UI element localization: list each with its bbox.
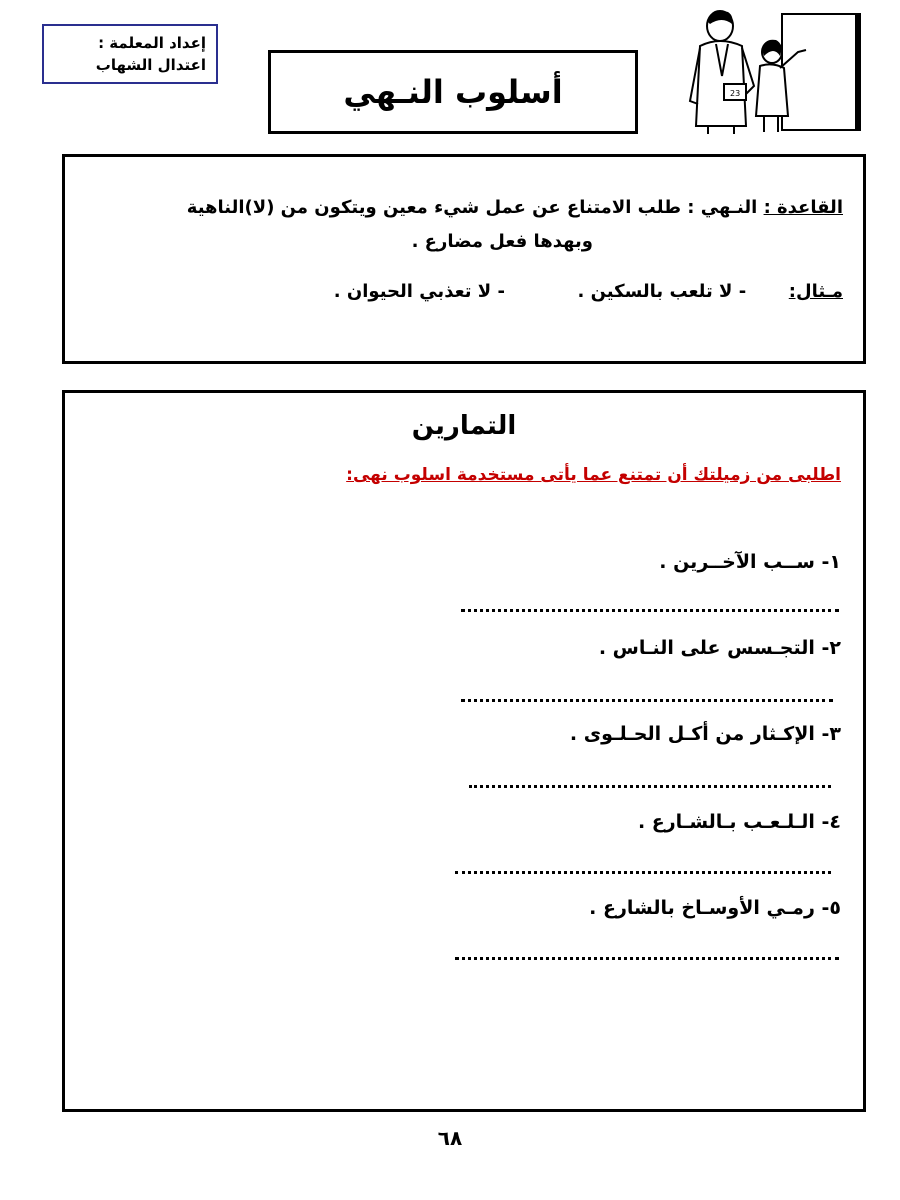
example-line	[334, 281, 843, 302]
example-label: مـثال:	[788, 281, 843, 302]
rule-line-2: وبهدها فعل مضارع .	[411, 231, 593, 252]
answer-line-5[interactable]	[455, 957, 839, 960]
exercise-item-1: ١- ســب الآخــرين .	[659, 551, 841, 573]
rule-box	[62, 154, 866, 364]
example-1: - لا تلعب بالسكين .	[577, 281, 747, 302]
author-box	[42, 24, 218, 84]
rule-label: القاعدة :	[763, 197, 843, 218]
teacher-student-illustration	[672, 6, 872, 136]
rule-text: النـهي : طلب الامتناع عن عمل شيء معين ويتكون من (لا)الناهية	[186, 197, 758, 218]
author-line-1: إعداد المعلمة :	[98, 34, 206, 52]
author-line-2: اعتدال الشهاب	[95, 56, 206, 74]
exercise-item-4: ٤- الـلـعـب بـالشـارع .	[637, 811, 841, 833]
exercise-item-3: ٣- الإكـثار من أكـل الحـلـوى .	[569, 723, 841, 745]
exercise-item-2: ٢- التجـسس على النـاس .	[598, 637, 841, 659]
answer-line-1[interactable]	[461, 609, 839, 612]
page-number: ٦٨	[437, 1126, 463, 1150]
rule-line-1	[187, 197, 843, 218]
answer-line-4[interactable]	[455, 871, 831, 874]
title-box	[268, 50, 638, 134]
exercises-instruction: اطلبى من زميلتك أن تمتنع عما يأتى مستخدمة اسلوب نهى:	[346, 465, 841, 485]
svg-text:23: 23	[730, 89, 741, 98]
page-title: أسلوب النـهي	[343, 73, 563, 111]
exercise-item-5: ٥- رمـي الأوسـاخ بالشارع .	[589, 897, 841, 919]
answer-line-3[interactable]	[469, 785, 831, 788]
example-2: - لا تعذبي الحيوان .	[333, 281, 505, 302]
exercises-box	[62, 390, 866, 1112]
answer-line-2[interactable]	[461, 699, 833, 702]
exercises-title: التمارين	[411, 411, 517, 441]
